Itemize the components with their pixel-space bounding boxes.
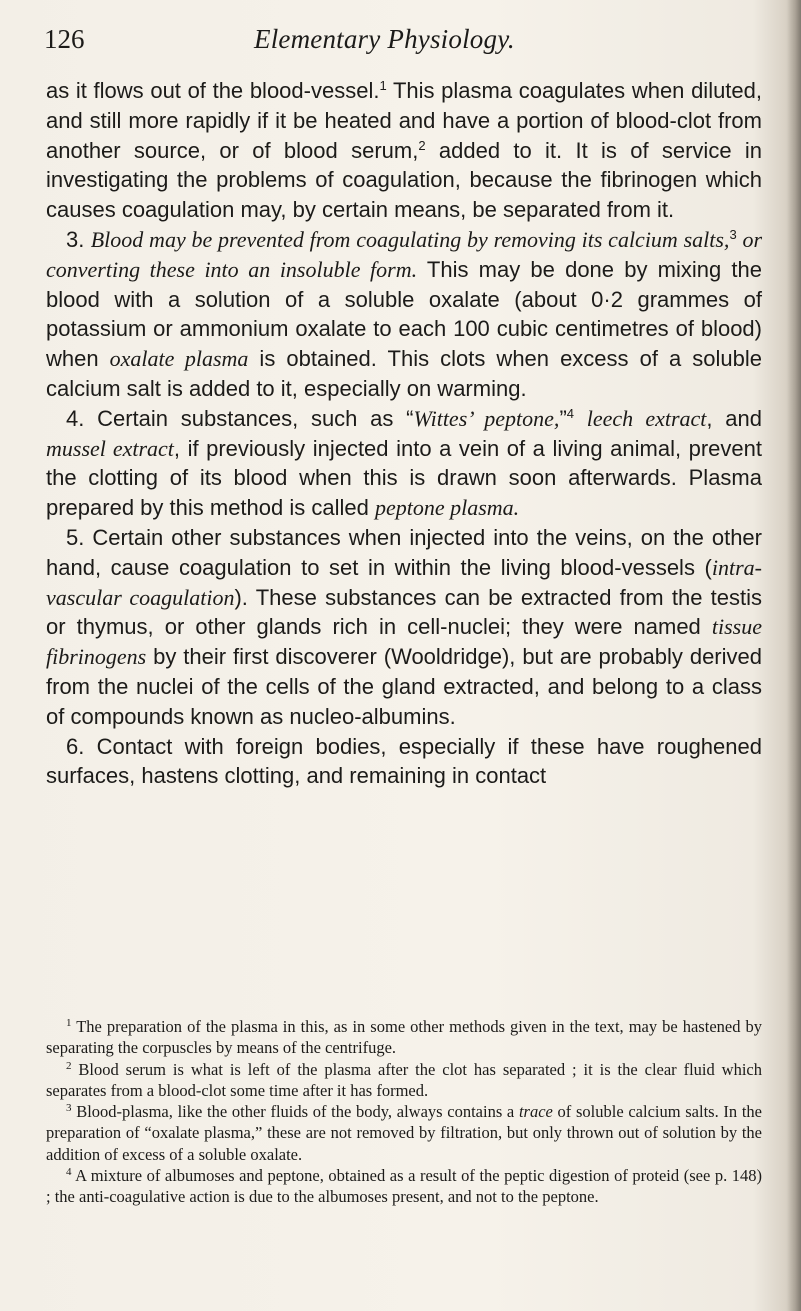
footnote-4: $^4$ A mixture of albumoses and peptone, obtained as a result of the peptic digestion of proteid (see p. 148) ; the anti-coagulative action is due to the albumoses present, and not to the peptone. [46,1166,762,1207]
paragraph-4: 4. Certain substances, such as “Wittes’ peptone,”$^4$ leech extract, and mussel extract, if previously injected into a vein of a living animal, prevent the clotting of its blood when this is drawn soon afterwards. Plasma prepared by this method is called peptone plasma. [46,405,762,521]
paragraph-6: 6. Contact with foreign bodies, especially if these have roughened surfaces, hastens clotting, and remaining in contact [46,733,762,789]
paragraph-heading: Blood may be prevented from coagulating by removing its calcium salts, [90,226,730,252]
footnote-ref-4: 4 [566,405,574,421]
footnote-mark: 4 [66,1166,72,1179]
term-wittes-peptone: Wittes’ peptone, [413,405,560,431]
footnote-mark: 1 [66,1017,72,1029]
footnote-ref-2: 2 [418,137,426,153]
footnote-ref-1: 1 [379,78,387,93]
page-number: 126 [44,24,85,54]
footnote-mark: 3 [66,1102,72,1115]
running-title: Elementary Physiology. [254,24,515,54]
footnote-ref-3: 3 [729,226,737,242]
footnote-3: $^3$ Blood-plasma, like the other fluids of the body, always contains a trace of soluble calcium salts. In the preparation of “oxalate plasma,” these are not removed by filtration, but only thrown out of solution by the addition of excess of a soluble oxalate. [46,1102,762,1164]
page-header [44,22,760,56]
term-intra-vascular-coagulation: intra-vascular coagulation [46,554,762,610]
paragraph-number: 3. [66,226,91,252]
body-text [46,76,762,791]
term-tissue-fibrinogens: tissue fibrinogens [46,614,762,670]
footnote-2: $^2$ Blood serum is what is left of the plasma after the clot has separated ; it is the clear fluid which separates from a blood-clot some time after it has formed. [46,1059,762,1100]
paragraph-3: 3. Blood may be prevented from coagulating by removing its calcium salts,$^3$ or converting these into an insoluble form. This may be done by mixing the blood with a solution of a soluble oxalate (about 0·2 grammes of potassium or ammonium oxalate to each 100 cubic centimetres of blood) when oxalate plasma is obtained. This clots when excess of a soluble calcium salt is added to it, especially on warming. [46,226,762,401]
term-peptone-plasma: peptone plasma. [374,495,520,521]
page-edge-shadow [787,0,801,1311]
footnotes [46,1016,762,1208]
term-oxalate-plasma: oxalate plasma [109,346,249,372]
footnote-mark: 2 [66,1059,72,1072]
footnote-1: $^1$ The preparation of the plasma in this, as in some other methods given in the text, may be hastened by separating the corpuscles by means of the centrifuge. [46,1017,762,1058]
term-trace: trace [518,1102,553,1122]
term-mussel-extract: mussel extract [46,435,174,461]
term-leech-extract: leech extract [586,405,707,431]
paragraph-5: 5. Certain other substances when injected into the veins, on the other hand, cause coagulation to set in within the living blood-vessels (intra-vascular coagulation). These substances can be extracted from the testis or thymus, or other glands rich in cell-nuclei; they were named tissue fibrinogens by their first discoverer (Wooldridge), but are probably derived from the nuclei of the cells of the gland extracted, and belong to a class of compounds known as nucleo-albumins. [46,524,762,729]
paragraph-continuation: as it flows out of the blood-vessel.$^1$ This plasma coagulates when diluted, and still more rapidly if it be heated and have a portion of blood-clot from another source, or of blood serum,$^2$ added to it. It is of service in investigating the problems of coagulation, because the fibrinogen which causes coagulation may, by certain means, be separated from it. [46,78,763,223]
